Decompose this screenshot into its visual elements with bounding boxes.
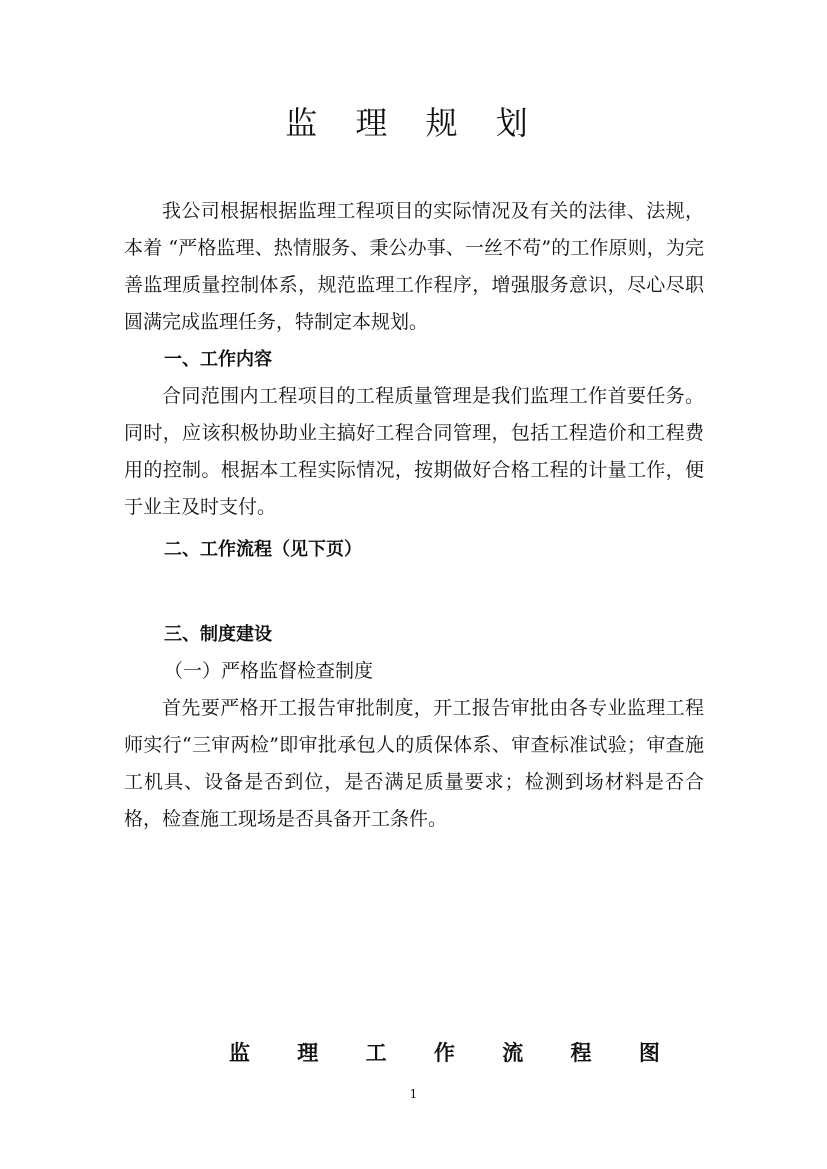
section-heading-system-building: 三、制度建设 <box>164 624 272 645</box>
section-heading-work-flow: 二、工作流程（见下页） <box>164 539 362 560</box>
flow-chart-title: 监 理 工 作 流 程 图 <box>229 1041 680 1065</box>
spacer <box>124 568 704 616</box>
document-body <box>124 193 704 838</box>
subheading-supervision-inspection: （一）严格监督检查制度 <box>164 660 374 682</box>
document-title: 监 理 规 划 <box>285 104 542 142</box>
work-content-paragraph: 合同范围内工程项目的工程质量管理是我们监理工作首要任务。同时，应该积极协助业主搞好工程合同管理，包括工程造价和工程费用的控制。根据本工程实际情况，按期做好合格工程的计量工作，便于业主及时支付。 <box>124 385 704 518</box>
intro-paragraph: 我公司根据根据监理工程项目的实际情况及有关的法律、法规，本着 “严格监理、热情服务、秉公办事、一丝不苟”的工作原则，为完善监理质量控制体系，规范监理工作程序，增强服务意识，尽心尽职圆满完成监理任务，特制定本规划。 <box>124 200 704 333</box>
supervision-paragraph: 首先要严格开工报告审批制度，开工报告审批由各专业监理工程师实行“三审两检”即审批承包人的质保体系、审查标准试验；审查施工机具、设备是否到位，是否满足质量要求；检测到场材料是否合格，检查施工现场是否具备开工条件。 <box>124 697 704 830</box>
section-heading-work-content: 一、工作内容 <box>164 349 272 370</box>
page-number: 1 <box>409 1087 418 1101</box>
